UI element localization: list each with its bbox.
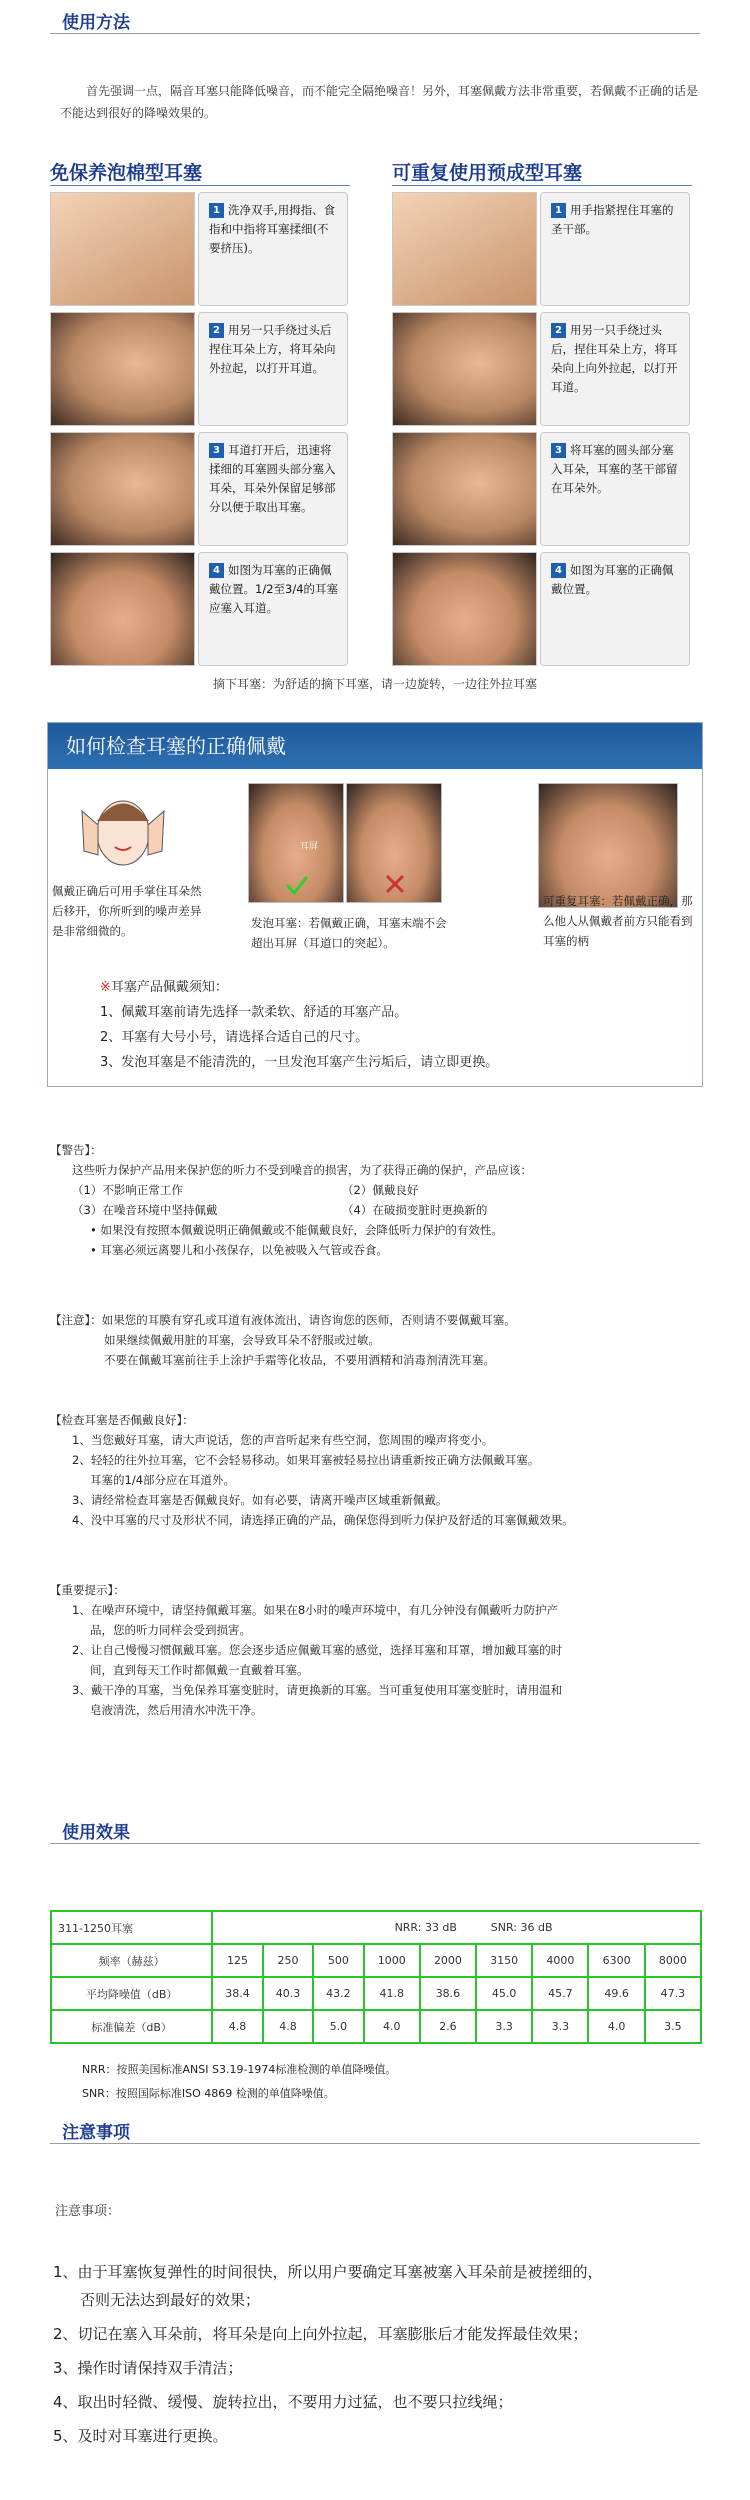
caution-line: 如果继续佩戴用脏的耳塞，会导致耳朵不舒服或过敏。 [104,1333,380,1347]
warning-bullet: • 耳塞必须远离婴儿和小孩保存，以免被吸入气管或吞食。 [90,1243,388,1257]
important-item: 3、戴干净的耳塞，当免保养耳塞变脏时，请更换新的耳塞。当可重复使用耳塞变脏时，请用温和 [72,1683,563,1697]
table-cell: 41.8 [364,1977,420,2010]
caution-line: 如果您的耳膜有穿孔或耳道有液体流出，请咨询您的医师，否则请不要佩戴耳塞。 [101,1313,516,1327]
table-cell: 4.8 [212,2010,262,2043]
tip-item: 1、佩戴耳塞前请先选择一款柔软、舒适的耳塞产品。 [100,1005,408,1020]
fit-check-item: 1、当您戴好耳塞，请大声说话，您的声音听起来有些空洞，您周围的噪声将变小。 [72,1433,494,1447]
step-number: 2 [209,323,224,338]
step-number: 4 [551,563,566,578]
table-cell: 43.2 [313,1977,363,2010]
reusable-step-photo [392,192,537,306]
table-cell: 3150 [476,1944,532,1977]
table-cell: 4.8 [263,2010,313,2043]
table-row [51,1977,701,2010]
table-cell: 38.4 [212,1977,262,2010]
attenuation-table [50,1910,702,2044]
warning-point: （1）不影响正常工作 [72,1183,183,1197]
footnote: NRR：按照美国标准ANSI S3.19-1974标准检测的单值降噪值。 [82,2063,397,2076]
table-cell: 2000 [420,1944,476,1977]
attention-item: 否则无法达到最好的效果； [80,2291,261,2309]
attention-item: 1、由于耳塞恢复弹性的时间很快，所以用户要确定耳塞被塞入耳朵前是被搓细的， [53,2263,603,2281]
warning-block [50,1140,710,1260]
table-cell: 频率（赫兹） [51,1944,212,1977]
tips-heading: 耳塞产品佩戴须知： [110,980,228,995]
foam-step-4 [50,552,350,666]
step-number: 3 [551,443,566,458]
fit-check-item: 3、请经常检查耳塞是否佩戴良好。如有必要，请离开噪声区域重新佩戴。 [72,1493,448,1507]
table-cell: 3.5 [645,2010,701,2043]
step-text: 如图为耳塞的正确佩戴位置。1/2至3/4的耳塞应塞入耳道。 [209,563,339,615]
reusable-step-photo [392,432,537,546]
fit-check-item: 4、没中耳塞的尺寸及形状不同，请选择正确的产品，确保您得到听力保护及舒适的耳塞佩戴效果。 [72,1513,574,1527]
important-heading: 【重要提示】： [50,1583,125,1597]
table-cell: 标准偏差（dB） [51,2010,212,2043]
step-text: 用手指紧捏住耳塞的圣干部。 [551,203,674,236]
left-col-title: 免保养泡棉型耳塞 [50,158,350,186]
step-text: 如图为耳塞的正确佩戴位置。 [551,563,674,596]
warning-bullet: • 如果没有按照本佩戴说明正确佩戴或不能佩戴良好，会降低听力保护的有效性。 [90,1223,503,1237]
attention-item: 3、操作时请保持双手清洁； [53,2359,243,2377]
table-footnotes [82,2058,396,2106]
fit-check-item: 耳塞的1/4部分应在耳道外。 [90,1473,236,1487]
step-number: 1 [209,203,224,218]
step-text: 用另一只手绕过头后捏住耳朵上方，将耳朵向外拉起，以打开耳道。 [209,323,336,375]
table-cell: 4.0 [364,2010,420,2043]
cross-mark-icon [384,873,406,895]
reusable-fit-photo [538,783,678,908]
warning-point: （4）在破损变脏时更换新的 [342,1203,488,1217]
step-number: 4 [209,563,224,578]
important-block [50,1580,710,1720]
caution-line: 不要在佩戴耳塞前往手上涂护手霜等化妆品，不要用酒精和消毒剂清洗耳塞。 [104,1353,495,1367]
warning-intro: 这些听力保护产品用来保护您的听力不受到噪音的损害，为了获得正确的保护，产品应该： [72,1163,532,1177]
section-header-usage: 使用方法 [50,8,700,34]
table-cell: 500 [313,1944,363,1977]
warning-symbol-icon: ※ [100,980,111,995]
important-item: 品，您的听力同样会受到损害。 [90,1623,251,1637]
table-row [51,1911,701,1944]
wearing-tips [100,975,660,1075]
table-cell: 311-1250耳塞 [51,1911,212,1944]
important-item: 1、在噪声环境中，请坚持佩戴耳塞。如果在8小时的噪声环境中，有几分钟没有佩戴听力防护产 [72,1603,559,1617]
tip-item: 2、耳塞有大号小号，请选择合适自己的尺寸。 [100,1030,369,1045]
check-text-reusable: 可重复耳塞：若佩戴正确，那么他人从佩戴者前方只能看到耳塞的柄 [543,894,693,948]
attention-item: 2、切记在塞入耳朵前，将耳朵是向上向外拉起，耳塞膨胀后才能发挥最佳效果； [53,2325,588,2343]
reusable-step-1 [392,192,692,306]
table-cell: 2.6 [420,2010,476,2043]
table-cell: 250 [263,1944,313,1977]
table-cell: 8000 [645,1944,701,1977]
hands-over-ears-illustration [68,781,178,881]
step-number: 2 [551,323,566,338]
table-cell: 125 [212,1944,262,1977]
foam-step-photo [50,312,195,426]
reusable-step-3 [392,432,692,546]
warning-point: （3）在噪音环境中坚持佩戴 [72,1203,218,1217]
attention-item: 4、取出时轻微、缓慢、旋转拉出，不要用力过猛，也不要只拉线绳； [53,2393,513,2411]
warning-heading: 【警告】： [50,1143,102,1157]
fit-check-heading: 【检查耳塞是否佩戴良好】： [50,1413,194,1427]
attention-item: 5、及时对耳塞进行更换。 [53,2427,228,2445]
caution-block [50,1310,710,1370]
section-header-effect: 使用效果 [50,1818,700,1844]
table-cell: 1000 [364,1944,420,1977]
removal-note: 摘下耳塞：为舒适的摘下耳塞，请一边旋转，一边往外拉耳塞 [212,677,537,691]
foam-step-2 [50,312,350,426]
step-number: 1 [551,203,566,218]
intro-paragraph: 首先强调一点，隔音耳塞只能降低噪音，而不能完全隔绝噪音！另外，耳塞佩戴方法非常重要，若佩戴不正确的话是不能达到很好的降噪效果的。 [60,84,699,120]
attention-list [53,2258,703,2456]
right-col-title: 可重复使用预成型耳塞 [392,158,692,186]
fit-check-block [50,1410,710,1530]
reusable-step-2 [392,312,692,426]
check-text-foam: 发泡耳塞：若佩戴正确，耳塞末端不会超出耳屏（耳道口的突起）。 [251,916,447,950]
tip-item: 3、发泡耳塞是不能清洗的，一旦发泡耳塞产生污垢后，请立即更换。 [100,1055,499,1070]
important-item: 间，直到每天工作时都佩戴一直戴着耳塞。 [90,1663,309,1677]
table-cell: 5.0 [313,2010,363,2043]
table-cell: 6300 [588,1944,644,1977]
step-number: 3 [209,443,224,458]
table-row [51,1944,701,1977]
table-cell: 38.6 [420,1977,476,2010]
reusable-step-photo [392,552,537,666]
foam-step-photo [50,192,195,306]
foam-step-3 [50,432,350,546]
table-cell: 47.3 [645,1977,701,2010]
table-cell: 40.3 [263,1977,313,2010]
nrr-value: NRR: 33 dB [394,1921,457,1934]
table-cell: 45.0 [476,1977,532,2010]
caution-heading: 【注意】： [50,1313,102,1327]
foam-step-1 [50,192,350,306]
check-mark-icon [284,873,310,897]
step-text: 耳道打开后，迅速将揉细的耳塞圆头部分塞入耳朵，耳朵外保留足够部分以便于取出耳塞。 [209,443,336,514]
check-text-palm: 佩戴正确后可用手掌住耳朵然后移开，你所听到的噪声差异是非常细微的。 [52,884,202,938]
step-text: 将耳塞的圆头部分塞入耳朵，耳塞的茎干部留在耳朵外。 [551,443,678,495]
table-cell: 3.3 [476,2010,532,2043]
table-cell: 3.3 [532,2010,588,2043]
foam-step-photo [50,552,195,666]
table-cell: 4000 [532,1944,588,1977]
reusable-step-4 [392,552,692,666]
attention-heading: 注意事项： [55,2204,121,2219]
important-item: 2、让自己慢慢习惯佩戴耳塞。您会逐步适应佩戴耳塞的感觉，选择耳塞和耳罩，增加戴耳塞的时 [72,1643,563,1657]
section-header-notice: 注意事项 [50,2118,700,2144]
table-cell: 4.0 [588,2010,644,2043]
important-item: 皂液清洗，然后用清水冲洗干净。 [90,1703,263,1717]
footnote: SNR：按照国际标准ISO 4869 检测的单值降噪值。 [82,2087,335,2100]
step-text: 洗净双手,用拇指、食指和中指将耳塞揉细(不要挤压)。 [209,203,336,255]
table-row [51,2010,701,2043]
step-text: 用另一只手绕过头后，捏住耳朵上方，将耳朵向上向外拉起，以打开耳道。 [551,323,678,394]
table-cell: 45.7 [532,1977,588,2010]
table-cell: 平均降噪值（dB） [51,1977,212,2010]
warning-point: （2）佩戴良好 [342,1183,419,1197]
fit-check-item: 2、轻轻的往外拉耳塞，它不会轻易移动。如果耳塞被轻易拉出请重新按正确方法佩戴耳塞。 [72,1453,540,1467]
table-cell: 49.6 [588,1977,644,2010]
tragus-label: 耳屏 [300,842,319,852]
check-fit-title: 如何检查耳塞的正确佩戴 [48,723,702,769]
reusable-step-photo [392,312,537,426]
snr-value: SNR: 36 dB [490,1921,553,1934]
foam-step-photo [50,432,195,546]
